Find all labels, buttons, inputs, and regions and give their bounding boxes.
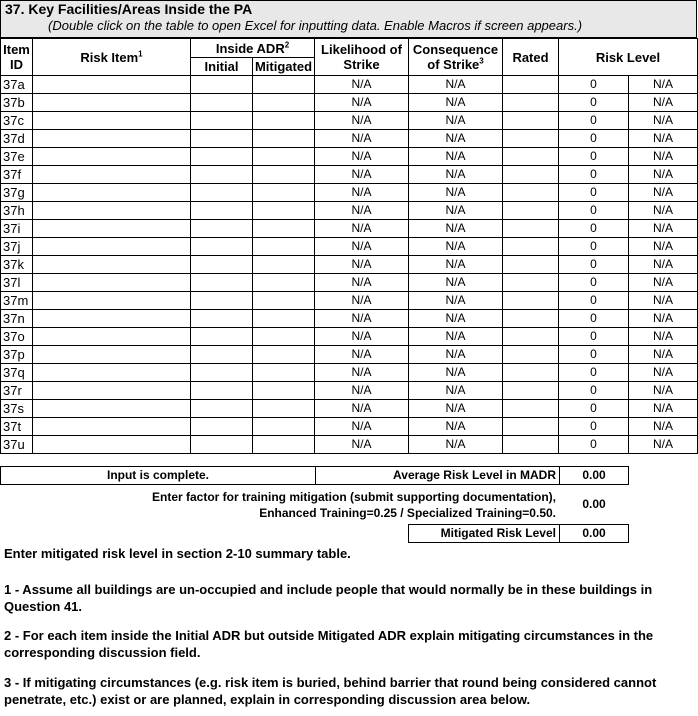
header-mitigated: Mitigated	[253, 58, 315, 76]
rated-cell[interactable]	[503, 400, 559, 418]
mitigated-cell[interactable]	[253, 94, 315, 112]
table-row[interactable]	[1, 400, 698, 418]
initial-cell[interactable]	[191, 148, 253, 166]
likelihood-cell[interactable]: N/A	[315, 220, 409, 238]
likelihood-cell[interactable]: N/A	[315, 364, 409, 382]
risk-item-cell[interactable]	[33, 184, 191, 202]
risk-item-cell[interactable]	[33, 148, 191, 166]
likelihood-cell[interactable]: N/A	[315, 256, 409, 274]
likelihood-cell[interactable]: N/A	[315, 76, 409, 94]
risk-number-cell[interactable]: 0	[559, 166, 629, 184]
likelihood-cell[interactable]: N/A	[315, 400, 409, 418]
risk-level-cell[interactable]: N/A	[629, 148, 698, 166]
training-factor-value[interactable]: 0.00	[582, 497, 606, 511]
rated-cell[interactable]	[503, 76, 559, 94]
mitigated-cell[interactable]	[253, 346, 315, 364]
consequence-cell[interactable]: N/A	[409, 184, 503, 202]
risk-level-cell[interactable]: N/A	[629, 364, 698, 382]
initial-cell[interactable]	[191, 76, 253, 94]
rated-cell[interactable]	[503, 166, 559, 184]
risk-level-cell[interactable]: N/A	[629, 292, 698, 310]
risk-item-cell[interactable]	[33, 364, 191, 382]
consequence-cell[interactable]: N/A	[409, 148, 503, 166]
section-subtitle: (Double click on the table to open Excel for inputting data. Enable Macros if screen appears.)	[48, 18, 583, 33]
table-row[interactable]	[1, 436, 698, 454]
likelihood-cell[interactable]: N/A	[315, 274, 409, 292]
initial-cell[interactable]	[191, 382, 253, 400]
initial-cell[interactable]	[191, 112, 253, 130]
consequence-cell[interactable]: N/A	[409, 364, 503, 382]
rated-cell[interactable]	[503, 202, 559, 220]
item-id-cell[interactable]: 37f	[1, 166, 33, 184]
consequence-cell[interactable]: N/A	[409, 130, 503, 148]
likelihood-cell[interactable]: N/A	[315, 310, 409, 328]
rated-cell[interactable]	[503, 382, 559, 400]
header-likelihood-line2: Strike	[343, 57, 380, 72]
consequence-cell[interactable]: N/A	[409, 202, 503, 220]
table-row[interactable]	[1, 328, 698, 346]
header-item-id-line1: Item	[3, 42, 30, 57]
rated-cell[interactable]	[503, 256, 559, 274]
initial-cell[interactable]	[191, 274, 253, 292]
consequence-cell[interactable]: N/A	[409, 436, 503, 454]
header-risk-level: Risk Level	[559, 39, 698, 76]
risk-number-cell[interactable]: 0	[559, 220, 629, 238]
mitigated-cell[interactable]	[253, 166, 315, 184]
table-row[interactable]	[1, 148, 698, 166]
header-inside-adr-label: Inside ADR	[215, 40, 285, 56]
item-id-cell[interactable]: 37q	[1, 364, 33, 382]
risk-item-cell[interactable]	[33, 436, 191, 454]
consequence-cell[interactable]: N/A	[409, 382, 503, 400]
initial-cell[interactable]	[191, 94, 253, 112]
table-row[interactable]	[1, 130, 698, 148]
initial-cell[interactable]	[191, 202, 253, 220]
rated-cell[interactable]	[503, 220, 559, 238]
rated-cell[interactable]	[503, 364, 559, 382]
risk-item-cell[interactable]	[33, 166, 191, 184]
mitigated-cell[interactable]	[253, 76, 315, 94]
table-row[interactable]	[1, 238, 698, 256]
table-row[interactable]	[1, 418, 698, 436]
table-row[interactable]	[1, 166, 698, 184]
header-item-id-line2: ID	[10, 57, 23, 72]
rated-cell[interactable]	[503, 112, 559, 130]
item-id-cell[interactable]: 37t	[1, 418, 33, 436]
table-row[interactable]	[1, 184, 698, 202]
instruction-text: Enter mitigated risk level in section 2-10 summary table.	[4, 546, 351, 561]
item-id-cell[interactable]: 37k	[1, 256, 33, 274]
item-id-cell[interactable]: 37b	[1, 94, 33, 112]
risk-level-cell[interactable]: N/A	[629, 220, 698, 238]
rated-cell[interactable]	[503, 346, 559, 364]
risk-level-cell[interactable]: N/A	[629, 382, 698, 400]
risk-item-cell[interactable]	[33, 238, 191, 256]
consequence-cell[interactable]: N/A	[409, 418, 503, 436]
table-row[interactable]	[1, 310, 698, 328]
item-id-cell[interactable]: 37j	[1, 238, 33, 256]
rated-cell[interactable]	[503, 436, 559, 454]
table-row[interactable]	[1, 76, 698, 94]
rated-cell[interactable]	[503, 238, 559, 256]
rated-cell[interactable]	[503, 310, 559, 328]
header-risk-item-sup: 1	[138, 49, 143, 59]
risk-level-cell[interactable]: N/A	[629, 418, 698, 436]
risk-item-cell[interactable]	[33, 310, 191, 328]
item-id-cell[interactable]: 37a	[1, 76, 33, 94]
section-title: 37. Key Facilities/Areas Inside the PA	[5, 1, 253, 17]
mitigated-cell[interactable]	[253, 274, 315, 292]
mitigated-cell[interactable]	[253, 184, 315, 202]
risk-item-cell[interactable]	[33, 400, 191, 418]
initial-cell[interactable]	[191, 292, 253, 310]
risk-level-cell[interactable]: N/A	[629, 346, 698, 364]
risk-level-cell[interactable]: N/A	[629, 94, 698, 112]
header-inside-adr	[191, 39, 315, 58]
item-id-cell[interactable]: 37u	[1, 436, 33, 454]
risk-number-cell[interactable]: 0	[559, 328, 629, 346]
item-id-cell[interactable]: 37m	[1, 292, 33, 310]
rated-cell[interactable]	[503, 130, 559, 148]
mitigated-cell[interactable]	[253, 112, 315, 130]
consequence-cell[interactable]: N/A	[409, 256, 503, 274]
table-row[interactable]	[1, 220, 698, 238]
item-id-cell[interactable]: 37n	[1, 310, 33, 328]
risk-item-cell[interactable]	[33, 256, 191, 274]
rated-cell[interactable]	[503, 94, 559, 112]
initial-cell[interactable]	[191, 256, 253, 274]
training-factor-label	[40, 489, 556, 521]
likelihood-cell[interactable]: N/A	[315, 202, 409, 220]
risk-number-cell[interactable]: 0	[559, 310, 629, 328]
mitigated-cell[interactable]	[253, 292, 315, 310]
initial-cell[interactable]	[191, 184, 253, 202]
item-id-cell[interactable]: 37d	[1, 130, 33, 148]
rated-cell[interactable]	[503, 418, 559, 436]
likelihood-cell[interactable]: N/A	[315, 382, 409, 400]
item-id-cell[interactable]: 37i	[1, 220, 33, 238]
consequence-cell[interactable]: N/A	[409, 112, 503, 130]
risk-number-cell[interactable]: 0	[559, 238, 629, 256]
risk-number-cell[interactable]: 0	[559, 274, 629, 292]
item-id-cell[interactable]: 37r	[1, 382, 33, 400]
risk-number-cell[interactable]: 0	[559, 148, 629, 166]
consequence-cell[interactable]: N/A	[409, 328, 503, 346]
risk-number-cell[interactable]: 0	[559, 94, 629, 112]
risk-level-cell[interactable]: N/A	[629, 166, 698, 184]
initial-cell[interactable]	[191, 328, 253, 346]
risk-item-cell[interactable]	[33, 130, 191, 148]
likelihood-cell[interactable]: N/A	[315, 292, 409, 310]
risk-level-cell[interactable]: N/A	[629, 76, 698, 94]
risk-number-cell[interactable]: 0	[559, 364, 629, 382]
consequence-cell[interactable]: N/A	[409, 220, 503, 238]
risk-level-cell[interactable]: N/A	[629, 274, 698, 292]
header-risk-item-label: Risk Item	[80, 49, 139, 65]
header-likelihood	[315, 39, 409, 76]
likelihood-cell[interactable]: N/A	[315, 130, 409, 148]
consequence-cell[interactable]: N/A	[409, 76, 503, 94]
consequence-cell[interactable]: N/A	[409, 238, 503, 256]
risk-item-cell[interactable]	[33, 202, 191, 220]
risk-level-cell[interactable]: N/A	[629, 310, 698, 328]
table-row[interactable]	[1, 274, 698, 292]
risk-item-cell[interactable]	[33, 112, 191, 130]
risk-number-cell[interactable]: 0	[559, 292, 629, 310]
risk-level-cell[interactable]: N/A	[629, 400, 698, 418]
header-rated: Rated	[503, 39, 559, 76]
mitigated-cell[interactable]	[253, 436, 315, 454]
initial-cell[interactable]	[191, 364, 253, 382]
item-id-cell[interactable]: 37e	[1, 148, 33, 166]
risk-level-cell[interactable]: N/A	[629, 256, 698, 274]
consequence-cell[interactable]: N/A	[409, 400, 503, 418]
likelihood-cell[interactable]: N/A	[315, 346, 409, 364]
risk-item-cell[interactable]	[33, 220, 191, 238]
footnote-2: 2 - For each item inside the Initial ADR but outside Mitigated ADR explain mitigating circumstances in the corresponding discussion field.	[4, 628, 654, 660]
table-row[interactable]	[1, 346, 698, 364]
risk-level-cell[interactable]: N/A	[629, 130, 698, 148]
mitigated-cell[interactable]	[253, 364, 315, 382]
risk-item-cell[interactable]	[33, 328, 191, 346]
likelihood-cell[interactable]: N/A	[315, 184, 409, 202]
training-factor-line1: Enter factor for training mitigation (submit supporting documentation),	[152, 490, 556, 504]
mitigated-cell[interactable]	[253, 400, 315, 418]
initial-cell[interactable]	[191, 166, 253, 184]
risk-number-cell[interactable]: 0	[559, 76, 629, 94]
table-row[interactable]	[1, 94, 698, 112]
rated-cell[interactable]	[503, 184, 559, 202]
header-consequence-line2: of Strike	[427, 57, 480, 72]
table-row[interactable]	[1, 292, 698, 310]
header-inside-adr-sup: 2	[284, 40, 290, 50]
consequence-cell[interactable]: N/A	[409, 346, 503, 364]
table-row[interactable]	[1, 382, 698, 400]
risk-number-cell[interactable]: 0	[559, 418, 629, 436]
risk-level-cell[interactable]: N/A	[629, 436, 698, 454]
mitigated-risk-value: 0.00	[582, 526, 606, 540]
risk-item-cell[interactable]	[33, 94, 191, 112]
rated-cell[interactable]	[503, 328, 559, 346]
mitigated-cell[interactable]	[253, 238, 315, 256]
item-id-cell[interactable]: 37g	[1, 184, 33, 202]
table-row[interactable]	[1, 202, 698, 220]
risk-number-cell[interactable]: 0	[559, 256, 629, 274]
initial-cell[interactable]	[191, 130, 253, 148]
item-id-cell[interactable]: 37h	[1, 202, 33, 220]
table-row[interactable]	[1, 256, 698, 274]
risk-number-cell[interactable]: 0	[559, 346, 629, 364]
likelihood-cell[interactable]: N/A	[315, 436, 409, 454]
mitigated-cell[interactable]	[253, 130, 315, 148]
risk-level-cell[interactable]: N/A	[629, 112, 698, 130]
risk-item-cell[interactable]	[33, 76, 191, 94]
mitigated-cell[interactable]	[253, 328, 315, 346]
risk-level-cell[interactable]: N/A	[629, 184, 698, 202]
likelihood-cell[interactable]: N/A	[315, 238, 409, 256]
header-risk-item	[33, 39, 191, 76]
risk-level-cell[interactable]: N/A	[629, 202, 698, 220]
item-id-cell[interactable]: 37p	[1, 346, 33, 364]
item-id-cell[interactable]: 37c	[1, 112, 33, 130]
risk-level-cell[interactable]: N/A	[629, 238, 698, 256]
training-factor-line2: Enhanced Training=0.25 / Specialized Training=0.50.	[259, 506, 556, 520]
avg-risk-value: 0.00	[582, 468, 606, 482]
item-id-cell[interactable]: 37s	[1, 400, 33, 418]
mitigated-cell[interactable]	[253, 220, 315, 238]
risk-table[interactable]	[0, 38, 698, 454]
mitigated-cell[interactable]	[253, 418, 315, 436]
likelihood-cell[interactable]: N/A	[315, 328, 409, 346]
consequence-cell[interactable]: N/A	[409, 310, 503, 328]
initial-cell[interactable]	[191, 400, 253, 418]
risk-item-cell[interactable]	[33, 382, 191, 400]
rated-cell[interactable]	[503, 148, 559, 166]
mitigated-cell[interactable]	[253, 310, 315, 328]
risk-item-cell[interactable]	[33, 418, 191, 436]
header-consequence-line1: Consequence	[412, 42, 499, 57]
mitigated-cell[interactable]	[253, 202, 315, 220]
likelihood-cell[interactable]: N/A	[315, 94, 409, 112]
header-likelihood-line1: Likelihood of	[321, 42, 402, 57]
likelihood-cell[interactable]: N/A	[315, 148, 409, 166]
initial-cell[interactable]	[191, 346, 253, 364]
risk-number-cell[interactable]: 0	[559, 184, 629, 202]
initial-cell[interactable]	[191, 220, 253, 238]
rated-cell[interactable]	[503, 274, 559, 292]
risk-number-cell[interactable]: 0	[559, 112, 629, 130]
consequence-cell[interactable]: N/A	[409, 94, 503, 112]
header-initial: Initial	[191, 58, 253, 76]
consequence-cell[interactable]: N/A	[409, 166, 503, 184]
risk-number-cell[interactable]: 0	[559, 202, 629, 220]
consequence-cell[interactable]: N/A	[409, 292, 503, 310]
header-consequence	[409, 39, 503, 76]
table-row[interactable]	[1, 364, 698, 382]
item-id-cell[interactable]: 37o	[1, 328, 33, 346]
risk-number-cell[interactable]: 0	[559, 130, 629, 148]
risk-item-cell[interactable]	[33, 274, 191, 292]
risk-item-cell[interactable]	[33, 346, 191, 364]
risk-level-cell[interactable]: N/A	[629, 328, 698, 346]
mitigated-risk-label: Mitigated Risk Level	[440, 526, 556, 540]
input-status: Input is complete.	[106, 468, 209, 482]
risk-number-cell[interactable]: 0	[559, 436, 629, 454]
risk-item-cell[interactable]	[33, 292, 191, 310]
avg-risk-label: Average Risk Level in MADR	[393, 468, 556, 482]
header-item-id	[1, 39, 33, 76]
rated-cell[interactable]	[503, 292, 559, 310]
mitigated-cell[interactable]	[253, 256, 315, 274]
risk-number-cell[interactable]: 0	[559, 400, 629, 418]
likelihood-cell[interactable]: N/A	[315, 112, 409, 130]
item-id-cell[interactable]: 37l	[1, 274, 33, 292]
initial-cell[interactable]	[191, 238, 253, 256]
initial-cell[interactable]	[191, 418, 253, 436]
initial-cell[interactable]	[191, 436, 253, 454]
mitigated-cell[interactable]	[253, 148, 315, 166]
header-consequence-sup: 3	[479, 56, 484, 66]
risk-number-cell[interactable]: 0	[559, 382, 629, 400]
table-body[interactable]	[1, 76, 698, 454]
likelihood-cell[interactable]: N/A	[315, 166, 409, 184]
footnote-3: 3 - If mitigating circumstances (e.g. risk item is buried, behind barrier that round being considered cannot penetrate, etc.) exist or are planned, explain in corresponding discussion area below.	[4, 675, 657, 707]
table-row[interactable]	[1, 112, 698, 130]
consequence-cell[interactable]: N/A	[409, 274, 503, 292]
initial-cell[interactable]	[191, 310, 253, 328]
footnote-1: 1 - Assume all buildings are un-occupied and include people that would normally be in these buildings in Question 41.	[4, 582, 653, 614]
mitigated-cell[interactable]	[253, 382, 315, 400]
likelihood-cell[interactable]: N/A	[315, 418, 409, 436]
